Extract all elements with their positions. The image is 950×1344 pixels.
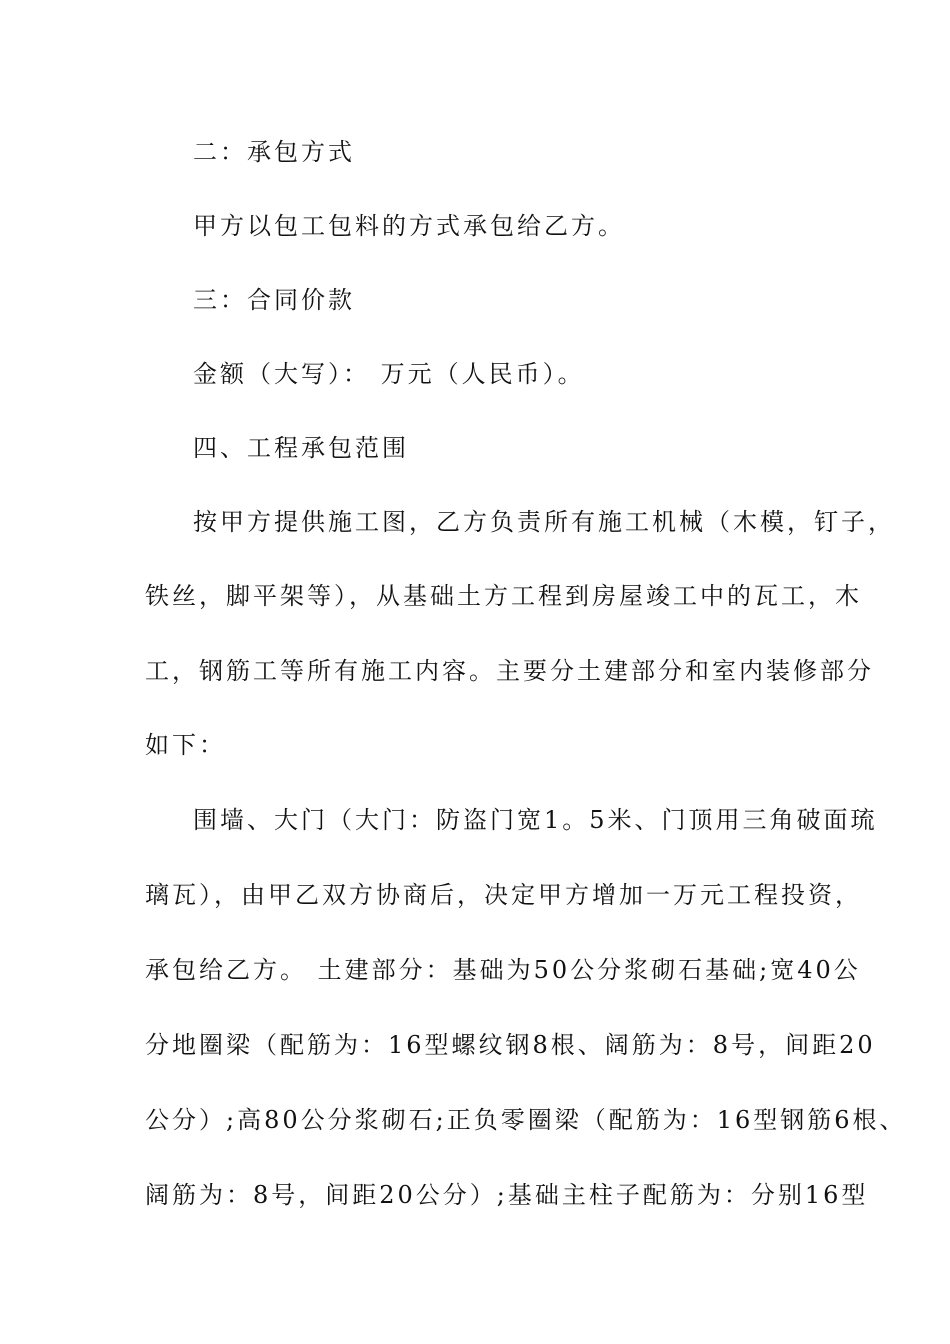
section-heading-contract-method: 二：承包方式 [193,138,355,166]
paragraph-contract-amount: 金额（大写）： 万元（人民币）。 [193,360,585,388]
paragraph-line: 阔筋为：8号，间距20公分）;基础主柱子配筋为：分别16型 [145,1181,869,1209]
paragraph-line: 璃瓦），由甲乙双方协商后，决定甲方增加一万元工程投资， [145,881,862,909]
paragraph-line: 铁丝，脚平架等），从基础土方工程到房屋竣工中的瓦工，木 [145,582,862,610]
paragraph-line: 围墙、大门（大门：防盗门宽1。5米、门顶用三角破面琉 [193,806,878,834]
paragraph-line: 公分）;高80公分浆砌石;正负零圈梁（配筋为：16型钢筋6根、 [145,1106,907,1134]
paragraph-line: 工，钢筋工等所有施工内容。主要分土建部分和室内装修部分 [145,657,874,685]
paragraph-line: 按甲方提供施工图，乙方负责所有施工机械（木模，钉子， [193,508,895,536]
paragraph-contract-method: 甲方以包工包料的方式承包给乙方。 [193,212,625,240]
section-heading-project-scope: 四、工程承包范围 [193,434,409,462]
section-heading-contract-price: 三：合同价款 [193,286,355,314]
paragraph-line: 分地圈梁（配筋为：16型螺纹钢8根、阔筋为：8号，间距20 [145,1031,876,1059]
paragraph-line: 承包给乙方。 土建部分：基础为50公分浆砌石基础;宽40公 [145,956,861,984]
paragraph-line: 如下： [145,731,226,759]
